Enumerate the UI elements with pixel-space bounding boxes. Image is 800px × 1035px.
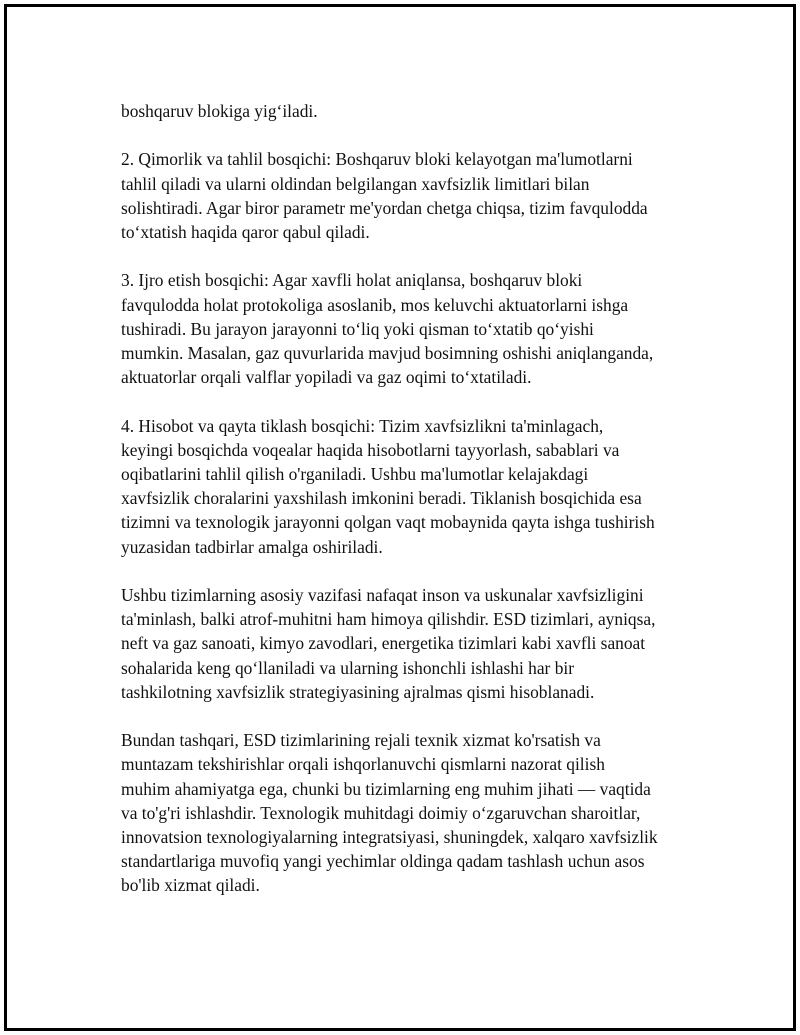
text-line: to‘xtatish haqida qaror qabul qiladi.	[121, 222, 370, 242]
text-line: tashkilotning xavfsizlik strategiyasining ajralmas qismi hisoblanadi.	[121, 681, 595, 702]
paragraph	[121, 268, 701, 389]
paragraph	[121, 583, 701, 704]
text-line: aktuatorlar orqali valflar yopiladi va gaz oqimi to‘xtatiladi.	[121, 367, 532, 388]
text-line: oqibatlarini tahlil qilish o'rganiladi. Ushbu ma'lumotlar kelajakdagi	[121, 464, 589, 484]
paragraph	[121, 147, 701, 244]
text-line: va to'g'ri ishlashdir. Texnologik muhitdagi doimiy o‘zgaruvchan sharoitlar,	[121, 802, 641, 823]
text-line: 3. Ijro etish bosqichi: Agar xavfli holat aniqlansa, boshqaruv bloki	[121, 270, 583, 291]
text-line: 2. Qimorlik va tahlil bosqichi: Boshqaruv bloki kelayotgan ma'lumotlarni	[121, 149, 633, 170]
text-line: solishtiradi. Agar biror parametr me'yordan chetga chiqsa, tizim favqulodda	[121, 197, 648, 218]
text-line: sohalarida keng qo‘llaniladi va ularning ishonchli ishlashi har bir	[121, 657, 575, 678]
text-line: ta'minlash, balki atrof-muhitni ham himoya qilishdir. ESD tizimlari, ayniqsa,	[121, 609, 656, 630]
text-line: boshqaruv blokiga yig‘iladi.	[121, 101, 318, 121]
text-line: bo'lib xizmat qiladi.	[121, 875, 260, 896]
text-line: muntazam tekshirishlar orqali ishqorlanuvchi qismlarni nazorat qilish	[121, 754, 605, 775]
text-line: yuzasidan tadbirlar amalga oshiriladi.	[121, 536, 383, 557]
text-line: Bundan tashqari, ESD tizimlarining rejali texnik xizmat ko'rsatish va	[121, 730, 601, 751]
paragraph	[121, 414, 701, 559]
text-line: Ushbu tizimlarning asosiy vazifasi nafaqat inson va uskunalar xavfsizligini	[121, 585, 644, 605]
text-line: 4. Hisobot va qayta tiklash bosqichi: Tizim xavfsizlikni ta'minlagach,	[121, 415, 604, 436]
paragraph	[121, 99, 701, 123]
paragraph	[121, 728, 701, 897]
text-line: mumkin. Masalan, gaz quvurlarida mavjud bosimning oshishi aniqlanganda,	[121, 343, 654, 363]
text-line: xavfsizlik choralarini yaxshilash imkonini beradi. Tiklanish bosqichida esa	[121, 488, 642, 509]
text-line: standartlariga muvofiq yangi yechimlar oldinga qadam tashlash uchun asos	[121, 851, 645, 872]
text-line: tushiradi. Bu jarayon jarayonni to‘liq yoki qisman to‘xtatib qo‘yishi	[121, 318, 594, 339]
text-line: innovatsion texnologiyalarning integratsiyasi, shuningdek, xalqaro xavfsizlik	[121, 827, 658, 848]
text-line: keyingi bosqichda voqealar haqida hisobotlarni tayyorlash, sabablari va	[121, 439, 620, 460]
text-line: favqulodda holat protokoliga asoslanib, mos keluvchi aktuatorlarni ishga	[121, 294, 629, 315]
text-line: muhim ahamiyatga ega, chunki bu tizimlarning eng muhim jihati — vaqtida	[121, 778, 651, 799]
text-line: tahlil qiladi va ularni oldindan belgilangan xavfsizlik limitlari bilan	[121, 173, 590, 194]
text-line: neft va gaz sanoati, kimyo zavodlari, energetika tizimlari kabi xavfli sanoat	[121, 633, 646, 654]
page-frame	[4, 4, 796, 1031]
text-line: tizimni va texnologik jarayonni qolgan vaqt mobaynida qayta ishga tushirish	[121, 512, 655, 533]
document-body	[121, 99, 701, 922]
